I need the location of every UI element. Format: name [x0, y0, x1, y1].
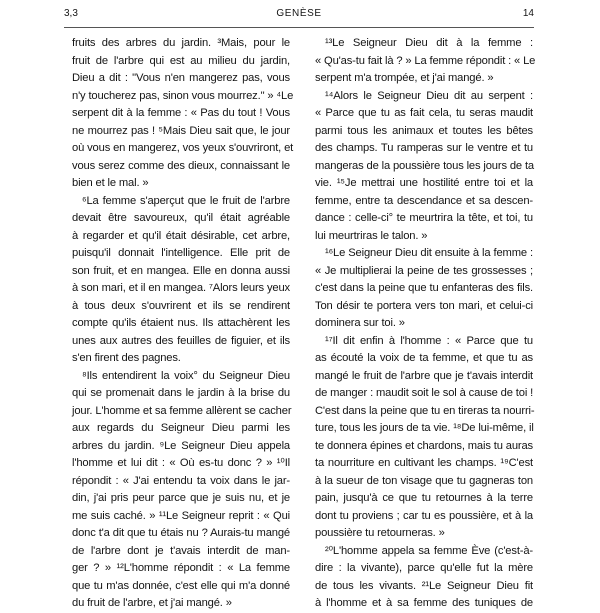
text-line: lui meurtriras le talon. » — [315, 229, 428, 242]
chapter-verse-reference: 3,3 — [64, 8, 78, 19]
text-line: ger ? » ¹²L'homme répondit : « La femme — [72, 562, 290, 574]
text-line: dance : celle-ci° te meurtrira la tête, et toi, tu — [315, 212, 533, 224]
page-number: 14 — [522, 8, 534, 19]
text-line: te donnera épines et chardons, mais tu auras — [315, 439, 533, 452]
text-line: de manger : maudit soit le sol à cause de toi ! — [315, 387, 534, 399]
text-line: « Parce que tu as fait cela, tu seras maudit — [315, 107, 533, 119]
text-line: à la sueur de ton visage que tu gagneras ton — [315, 474, 533, 487]
text-line: c'est dans la peine que tu enfanteras des fils. — [315, 282, 533, 294]
text-line: ⁶La femme s'aperçut que le fruit de l'arbre — [82, 194, 290, 207]
text-line: fruit de l'arbre qui est au milieu du jardin, — [72, 54, 290, 67]
book-title: GENÈSE — [276, 8, 322, 19]
text-line: à regarder et qu'il était désirable, cet arbre, — [72, 229, 290, 242]
text-line: puisqu'il donnait l'intelligence. Elle prit de — [72, 247, 290, 259]
text-line: des champs. Tu ramperas sur le ventre et tu — [315, 142, 533, 154]
text-line: n'y toucherez pas, sinon vous mourrez." » ⁴Le — [72, 89, 294, 102]
text-line: à son mari, et il en mangea. ⁷Alors leurs yeux — [72, 282, 290, 294]
text-line: ta nourriture en cultivant les champs. ¹⁹C'est — [315, 457, 533, 469]
text-line: dire : la vivante), parce qu'elle fut la mère — [315, 562, 533, 574]
text-line: ¹⁶Le Seigneur Dieu dit ensuite à la femme : — [325, 247, 533, 259]
text-line: du fruit de l'arbre, et j'ai mangé. » — [72, 597, 232, 609]
text-line: donc t'a dit que tu étais nu ? Aurais-tu mangé — [72, 527, 290, 539]
text-line: mangé le fruit de l'arbre que je t'avais interdit — [315, 369, 533, 382]
text-line: ture, tous les jours de ta vie. ¹⁸De lui-même, il — [315, 422, 534, 434]
text-line: unes aux autres des feuilles de figuier, et ils — [72, 334, 290, 347]
text-line: à l'homme et à sa femme des tuniques de — [315, 597, 533, 609]
text-line: ¹³Le Seigneur Dieu dit à la femme : — [325, 37, 533, 49]
text-line: fruits des arbres du jardin. ³Mais, pour le — [72, 37, 290, 49]
text-line: C'est dans la peine que tu en tireras ta nourri- — [315, 404, 535, 417]
text-line: jour. L'homme et sa femme allèrent se cacher — [72, 404, 292, 417]
text-line: parmi tous les animaux et toutes les bêtes — [315, 124, 533, 137]
text-line: compte qu'ils étaient nus. Ils attachèrent les — [72, 317, 290, 329]
page-header — [64, 7, 534, 21]
text-line: de tous les vivants. ²¹Le Seigneur Dieu fit — [315, 579, 533, 592]
text-line: s'en firent des pagnes. — [72, 352, 181, 364]
text-line: où vous en mangerez, vos yeux s'ouvriront, et — [72, 142, 294, 154]
text-line: vous serez comme des dieux, connaissant le — [72, 159, 290, 172]
text-line: « Qu'as-tu fait là ? » La femme répondit : « Le — [315, 54, 536, 67]
text-line: serpent dit à la femme : « Pas du tout ! Vous — [72, 107, 290, 119]
text-line: de l'arbre dont je t'avais interdit de man- — [72, 544, 290, 557]
text-line: femme, entre ta descendance et sa descen- — [315, 194, 533, 207]
text-line: l'homme et lui dit : « Où es-tu donc ? » ¹⁰Il — [72, 457, 290, 469]
text-line: din, j'ai pris peur parce que je suis nu, et je — [72, 492, 290, 504]
text-line: serpent m'a trompée, et j'ai mangé. » — [315, 72, 494, 84]
text-line: Ton désir te portera vers ton mari, et celui-ci — [315, 299, 533, 312]
text-line: qui se promenait dans le jardin à la brise du — [72, 387, 290, 399]
text-line: ²⁰L'homme appela sa femme Ève (c'est-à- — [325, 544, 533, 557]
left-text-column — [72, 35, 294, 609]
text-line: dominera sur toi. » — [315, 317, 405, 329]
header-divider — [64, 27, 534, 28]
text-line: me suis caché. » ¹¹Le Seigneur reprit : « Qui — [72, 509, 290, 522]
text-line: ¹⁴Alors le Seigneur Dieu dit au serpent : — [325, 89, 533, 102]
text-line: poussière tu retourneras. » — [315, 527, 445, 539]
text-line: bien et le mal. » — [72, 177, 149, 189]
right-text-column — [315, 35, 536, 609]
text-line: dont tu proviens ; car tu es poussière, et à la — [315, 509, 533, 522]
text-line: que tu m'as donnée, c'est elle qui m'a donné — [72, 579, 290, 592]
text-line: ⁸Ils entendirent la voix° du Seigneur Dieu — [82, 369, 290, 382]
text-line: mangeras de la poussière tous les jours de ta — [315, 159, 534, 172]
text-line: ne mourrez pas ! ⁵Mais Dieu sait que, le jour — [72, 124, 290, 137]
text-line: son fruit, et en mangea. Elle en donna aussi — [72, 264, 290, 277]
text-line: arbres du jardin. ⁹Le Seigneur Dieu appela — [72, 439, 290, 452]
text-line: vie. ¹⁵Je mettrai une hostilité entre toi et la — [315, 177, 533, 189]
text-line: ¹⁷Il dit enfin à l'homme : « Parce que tu — [325, 334, 533, 347]
text-line: devait être savoureux, qu'il était agréable — [72, 212, 290, 224]
text-line: « Je multiplierai la peine de tes grossesses ; — [315, 264, 533, 277]
text-line: Dieu a dit : "Vous n'en mangerez pas, vous — [72, 72, 290, 84]
text-line: à tous deux s'ouvrirent et ils se rendirent — [72, 299, 290, 312]
text-line: as écouté la voix de ta femme, et que tu as — [315, 352, 533, 364]
text-line: pain, jusqu'à ce que tu retournes à la terre — [315, 492, 533, 504]
text-line: aux regards du Seigneur Dieu parmi les — [72, 422, 290, 434]
text-line: répondit : « J'ai entendu ta voix dans le jar- — [72, 474, 290, 487]
